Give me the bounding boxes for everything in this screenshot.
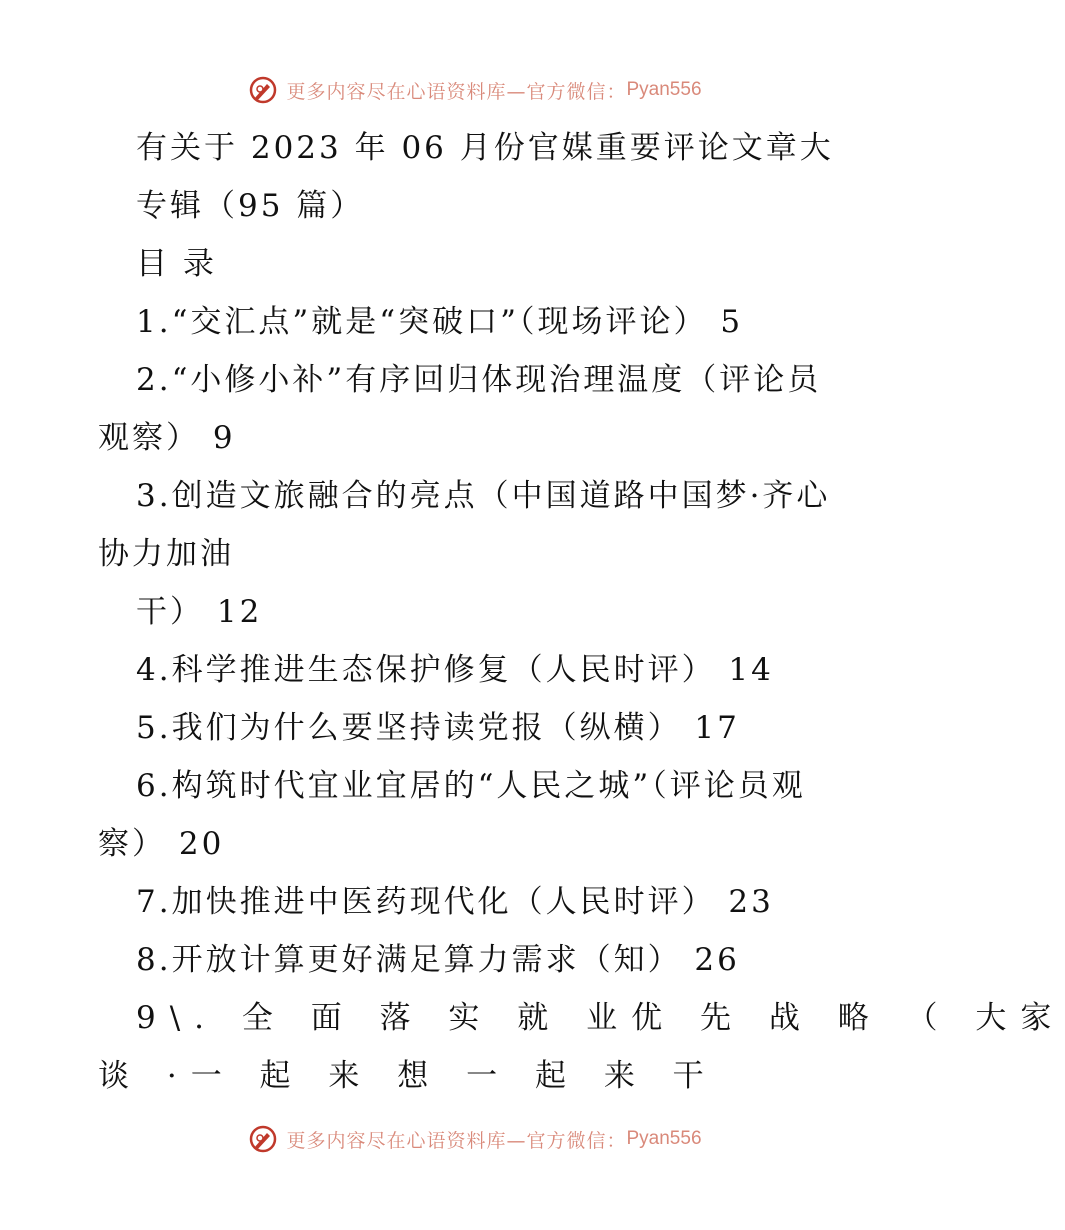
toc-entry-3: 3.创造文旅融合的亮点（中国道路中国梦·齐心	[136, 478, 831, 514]
watermark-text: 更多内容尽在心语资料库—官方微信：	[286, 1129, 627, 1152]
watermark-bottom	[0, 1119, 950, 1159]
toc-entry-9-cont: 谈 ·一 起 来 想 一 起 来 干	[98, 1058, 718, 1094]
toc-entry-8: 8.开放计算更好满足算力需求（知） 26	[136, 942, 740, 978]
document-title-line-2: 专辑（95 篇）	[136, 188, 365, 224]
toc-entry-6: 6.构筑时代宜业宜居的“人民之城”（评论员观	[136, 768, 806, 804]
pen-circle-logo-icon	[248, 1124, 278, 1154]
toc-entry-2-cont: 观察） 9	[98, 420, 236, 456]
toc-entry-5: 5.我们为什么要坚持读党报（纵横） 17	[136, 710, 740, 746]
document-title-line-1: 有关于 2023 年 06 月份官媒重要评论文章大	[136, 130, 834, 166]
watermark-wechat-id: Pyan556	[626, 1128, 702, 1149]
toc-entry-7: 7.加快推进中医药现代化（人民时评） 23	[136, 884, 774, 920]
toc-entry-3-cont-2: 干） 12	[136, 594, 263, 630]
toc-entry-1: 1.“交汇点”就是“突破口”（现场评论） 5	[136, 304, 744, 340]
toc-entry-6-cont: 察） 20	[98, 826, 225, 862]
watermark-wechat-id: Pyan556	[626, 79, 702, 100]
pen-circle-logo-icon	[248, 75, 278, 105]
toc-entry-4: 4.科学推进生态保护修复（人民时评） 14	[136, 652, 774, 688]
toc-entry-9: 9\. 全 面 落 实 就 业优 先 战 略 （ 大家	[136, 1000, 1065, 1036]
watermark-top	[0, 70, 950, 110]
toc-entry-2: 2.“小修小补”有序回归体现治理温度（评论员	[136, 362, 822, 398]
toc-entry-3-cont: 协力加油	[98, 536, 234, 572]
watermark-text: 更多内容尽在心语资料库—官方微信：	[286, 80, 627, 103]
toc-heading: 目 录	[136, 246, 217, 282]
document-body	[0, 119, 1065, 1105]
